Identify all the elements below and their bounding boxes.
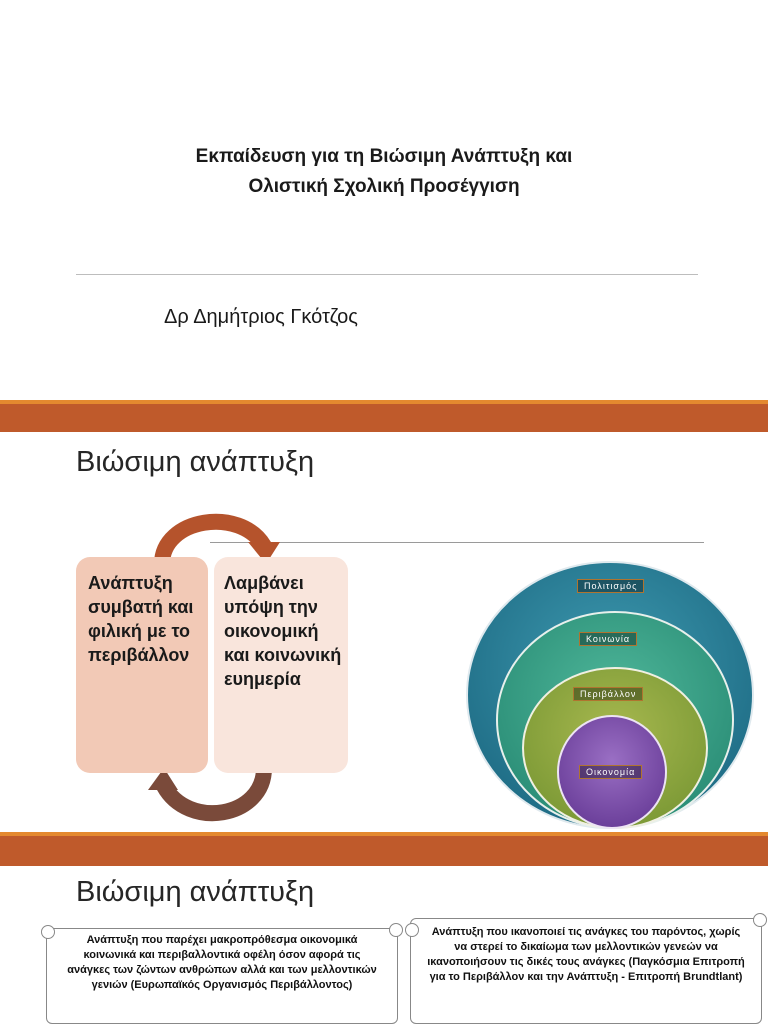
scroll-curl-icon xyxy=(753,913,767,927)
definition-scroll-eea xyxy=(46,928,398,1024)
author-name: Δρ Δημήτριος Γκότζος xyxy=(164,306,358,328)
title-divider xyxy=(76,274,698,275)
label-society: Κοινωνία xyxy=(579,632,637,646)
slide-separator-band xyxy=(0,400,768,432)
scroll-curl-icon xyxy=(405,923,419,937)
box-environment-friendly: Ανάπτυξη συμβατή και φιλική με το περιβάλλον xyxy=(76,557,208,773)
slide1-title-line1: Εκπαίδευση για τη Βιώσιμη Ανάπτυξη και xyxy=(195,146,573,167)
nested-circles-diagram xyxy=(465,560,755,830)
definition-scroll-brundtland xyxy=(410,918,762,1024)
scroll-curl-icon xyxy=(389,923,403,937)
slide2-title: Βιώσιμη ανάπτυξη xyxy=(76,446,315,478)
label-culture: Πολιτισμός xyxy=(577,579,644,593)
slide-separator-band-2 xyxy=(0,832,768,866)
scroll-curl-icon xyxy=(41,925,55,939)
slide1-title xyxy=(0,142,768,202)
label-environment: Περιβάλλον xyxy=(573,687,643,701)
slide3-title: Βιώσιμη ανάπτυξη xyxy=(76,876,315,908)
slide1-title-line2: Ολιστική Σχολική Προσέγγιση xyxy=(248,176,520,197)
definition-brundtland-text: Ανάπτυξη που ικανοποιεί τις ανάγκες του παρόντος, χωρίς να στερεί το δικαίωμα των μελλοντικών γενεών να ικανοποιήσουν τις δικές τους ανάγκες (Παγκόσμια Επιτροπή για το Περιβάλλον και την Ανάπτυξη - Επιτροπή Brundtlant) xyxy=(427,926,745,983)
definition-eea-text: Ανάπτυξη που παρέχει μακροπρόθεσμα οικονομικά κοινωνικά και περιβαλλοντικά οφέλη όσον αφορά τις ανάγκες των ζώντων ανθρώπων αλλά και των μελλοντικών γενιών (Ευρωπαϊκός Οργανισμός Περιβάλλοντος) xyxy=(67,934,377,991)
box-economic-social-welfare: Λαμβάνει υπόψη την οικονομική και κοινωνική ευημερία xyxy=(214,557,348,773)
label-economy: Οικονομία xyxy=(579,765,642,779)
